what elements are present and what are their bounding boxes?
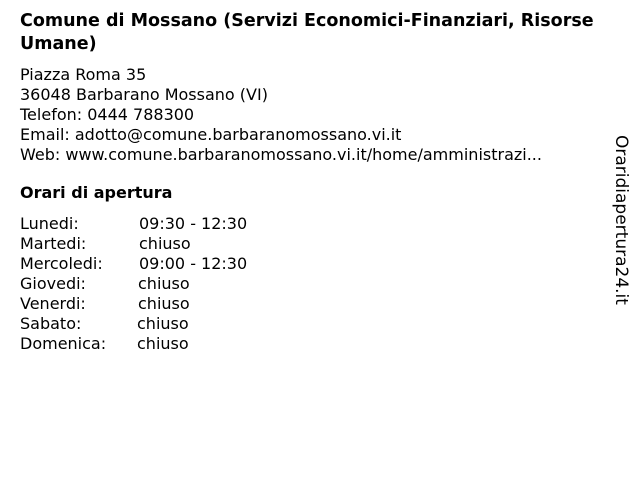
time-value: chiuso [137,334,189,353]
email-line: Email: adotto@comune.barbaranomossano.vi.it [20,125,402,144]
city-line: 36048 Barbarano Mossano (VI) [20,85,268,104]
day-label: Venerdi: [20,294,86,313]
day-label: Sabato: [20,314,82,333]
time-value: chiuso [138,274,190,293]
time-value: chiuso [137,314,189,333]
day-label: Lunedi: [20,214,79,233]
hours-heading: Orari di apertura [20,183,173,202]
day-label: Mercoledi: [20,254,103,273]
day-label: Domenica: [20,334,107,353]
time-value: chiuso [138,294,190,313]
day-label: Giovedi: [20,274,86,293]
web-line: Web: www.comune.barbaranomossano.vi.it/home/amministrazi... [20,145,542,164]
site-watermark: Oraridiapertura24.it [611,135,631,305]
time-value: 09:00 - 12:30 [139,254,248,273]
day-label: Martedi: [20,234,87,253]
phone-line: Telefon: 0444 788300 [20,105,195,124]
address-line: Piazza Roma 35 [20,65,147,84]
time-value: chiuso [139,234,191,253]
time-value: 09:30 - 12:30 [139,214,248,233]
page-title: Comune di Mossano (Servizi Economici-Finanziari, Risorse Umane) [20,11,594,54]
contact-info [20,65,542,165]
